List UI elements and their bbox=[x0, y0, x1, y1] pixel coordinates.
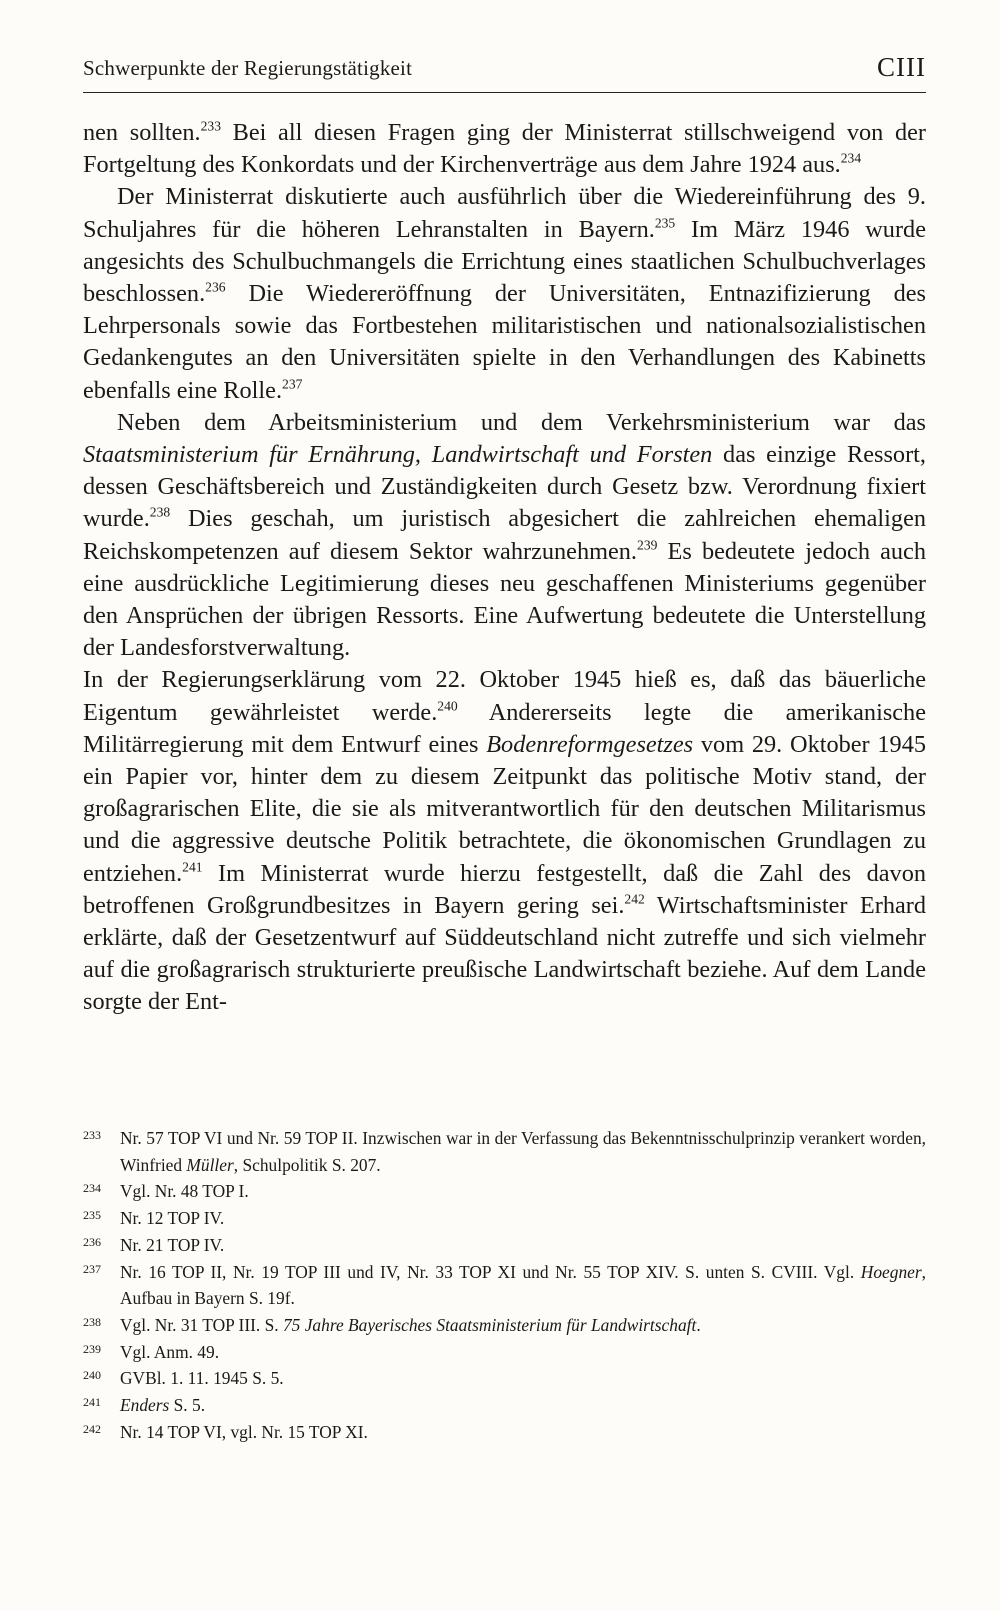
footnote-number: 241 bbox=[83, 1395, 101, 1410]
text-run: Im März 1946 wurde angesichts des Schulbuchmangels die Errichtung eines staatlichen Schulbuchverlages beschlossen. bbox=[83, 215, 926, 308]
footnote-title: 75 Jahre Bayerisches Staatsministerium für Landwirtschaft bbox=[282, 1314, 697, 1335]
footnote-number: 236 bbox=[83, 1234, 101, 1249]
page-number: CIII bbox=[877, 52, 926, 82]
footnote-text: Nr. 12 TOP IV. bbox=[120, 1208, 225, 1229]
text-run: Der Ministerrat diskutierte auch ausführlich über die Wiedereinführung des 9. Schuljahres für die höheren Lehranstalten in Bayern. bbox=[83, 183, 926, 243]
text-run: nen sollten. bbox=[83, 119, 201, 146]
text-run: Neben dem Arbeitsministerium und dem Verkehrsministerium war das bbox=[117, 408, 926, 436]
footnote bbox=[83, 1312, 926, 1339]
footnote-text: . bbox=[696, 1314, 701, 1335]
footnote-number: 233 bbox=[83, 1128, 101, 1142]
text-run: Es bedeutete jedoch auch eine ausdrückliche Legitimierung dieses neu geschaffenen Ministeriums gegenüber den Ansprüchen der übrigen Ressorts. Eine Aufwertung bedeutete die Unterstellung der Landesforstverwaltung. bbox=[83, 537, 926, 662]
paragraph-3 bbox=[83, 407, 926, 665]
footnote-text: GVBl. 1. 11. 1945 S. 5. bbox=[120, 1368, 284, 1389]
footnote-number: 237 bbox=[83, 1261, 101, 1276]
footnote-text: Nr. 21 TOP IV. bbox=[120, 1234, 225, 1255]
footnote-number: 235 bbox=[83, 1208, 101, 1223]
text-run: In der Regierungserklärung vom 22. Oktober 1945 hieß es, daß das bäuerliche Eigentum gewährleistet werde. bbox=[83, 666, 926, 726]
body-text bbox=[83, 117, 926, 1019]
footnote bbox=[83, 1259, 926, 1312]
footnote-ref-235: 235 bbox=[654, 215, 676, 231]
text-run: Bei all diesen Fragen ging der Ministerrat stillschweigend von der Fortgeltung des Konkordats und der Kirchenverträge aus dem Jahre 1924 aus. bbox=[83, 119, 926, 179]
paragraph-4 bbox=[83, 664, 926, 1018]
paragraph-2 bbox=[83, 181, 926, 406]
footnote bbox=[83, 1419, 926, 1446]
footnote-ref-233: 233 bbox=[200, 118, 221, 134]
footnote bbox=[83, 1178, 926, 1205]
running-head-title: Schwerpunkte der Regierungstätigkeit bbox=[83, 56, 413, 80]
footnote bbox=[83, 1125, 926, 1178]
footnote bbox=[83, 1339, 926, 1366]
footnote-text: Vgl. Anm. 49. bbox=[120, 1341, 220, 1362]
text-run: Im Ministerrat wurde hierzu festgestellt, daß die Zahl des davon betroffenen Großgrundbesitzes in Bayern gering sei. bbox=[83, 859, 926, 919]
emphasis-law-name: Bodenreformgesetzes bbox=[486, 730, 694, 758]
footnote-ref-238: 238 bbox=[149, 504, 171, 520]
text-run: Dies geschah, um juristisch abgesichert die zahlreichen ehemaligen Reichskompetenzen auf diesem Sektor wahrzunehmen. bbox=[83, 505, 926, 565]
text-run: Wirtschaftsminister Erhard erklärte, daß der Gesetzentwurf auf Süddeutschland nicht zutreffe und sich vielmehr auf die großagrarisch strukturierte preußische Landwirtschaft beziehe. Auf dem Lande sorgte der Ent- bbox=[83, 891, 926, 1016]
text-run: Andererseits legte die amerikanische Militärregierung mit dem Entwurf eines bbox=[83, 698, 926, 758]
footnote-author: Enders bbox=[120, 1395, 170, 1416]
text-run: vom 29. Oktober 1945 ein Papier vor, hinter dem zu diesem Zeitpunkt das politische Motiv stand, der großagrarischen Elite, die sie als mitverantwortlich für den deutschen Militarismus und die aggressive deutsche Politik betrachtete, die ökonomischen Grundlagen zu entziehen. bbox=[83, 730, 927, 887]
running-head bbox=[83, 52, 926, 93]
footnote-number: 239 bbox=[83, 1341, 101, 1356]
footnote bbox=[83, 1232, 926, 1259]
footnote-text: Nr. 14 TOP VI, vgl. Nr. 15 TOP XI. bbox=[120, 1421, 368, 1442]
text-run: das einzige Ressort, dessen Geschäftsbereich und Zuständigkeiten durch Gesetz bzw. Verordnung fixiert wurde. bbox=[83, 441, 926, 533]
footnote-text: S. 5. bbox=[169, 1395, 206, 1416]
footnote-text: Vgl. Nr. 48 TOP I. bbox=[120, 1181, 249, 1202]
footnote-text: Vgl. Nr. 31 TOP III. S. bbox=[120, 1314, 283, 1335]
footnote-number: 240 bbox=[83, 1368, 101, 1383]
emphasis-ministry-name: Staatsministerium für Ernährung, Landwirtschaft und Forsten bbox=[83, 441, 713, 469]
footnote-text: , Aufbau in Bayern S. 19f. bbox=[120, 1261, 926, 1309]
footnote bbox=[83, 1205, 926, 1232]
footnote-ref-240: 240 bbox=[437, 698, 458, 714]
footnote-ref-234: 234 bbox=[840, 150, 862, 166]
footnote-number: 234 bbox=[83, 1181, 101, 1196]
footnote-ref-237: 237 bbox=[282, 376, 303, 392]
footnote-number: 238 bbox=[83, 1314, 101, 1329]
paragraph-1 bbox=[83, 117, 926, 181]
footnote-ref-241: 241 bbox=[182, 859, 203, 875]
footnote-text: Nr. 16 TOP II, Nr. 19 TOP III und IV, Nr. 33 TOP XI und Nr. 55 TOP XIV. S. unten S. CVIII. Vgl. bbox=[120, 1261, 861, 1282]
footnote bbox=[83, 1365, 926, 1392]
footnote-author: Hoegner bbox=[860, 1261, 922, 1282]
footnote bbox=[83, 1392, 926, 1419]
footnote-ref-242: 242 bbox=[624, 891, 645, 907]
footnote-number: 242 bbox=[83, 1421, 101, 1436]
footnote-text: Nr. 57 TOP VI und Nr. 59 TOP II. Inzwischen war in der Verfassung das Bekenntnisschulprinzip verankert worden, Winfried bbox=[120, 1128, 926, 1175]
footnotes bbox=[83, 1125, 926, 1445]
text-run: Die Wiedereröffnung der Universitäten, Entnazifizierung des Lehrpersonals sowie das Fortbestehen militaristischen und nationalsozialistischen Gedankengutes an den Universitäten spielte in den Verhandlungen des Kabinetts ebenfalls eine Rolle. bbox=[83, 280, 926, 404]
footnote-ref-236: 236 bbox=[205, 279, 226, 295]
footnote-author: Müller bbox=[186, 1154, 234, 1175]
footnote-ref-239: 239 bbox=[637, 537, 658, 553]
footnote-text: , Schulpolitik S. 207. bbox=[233, 1154, 381, 1175]
